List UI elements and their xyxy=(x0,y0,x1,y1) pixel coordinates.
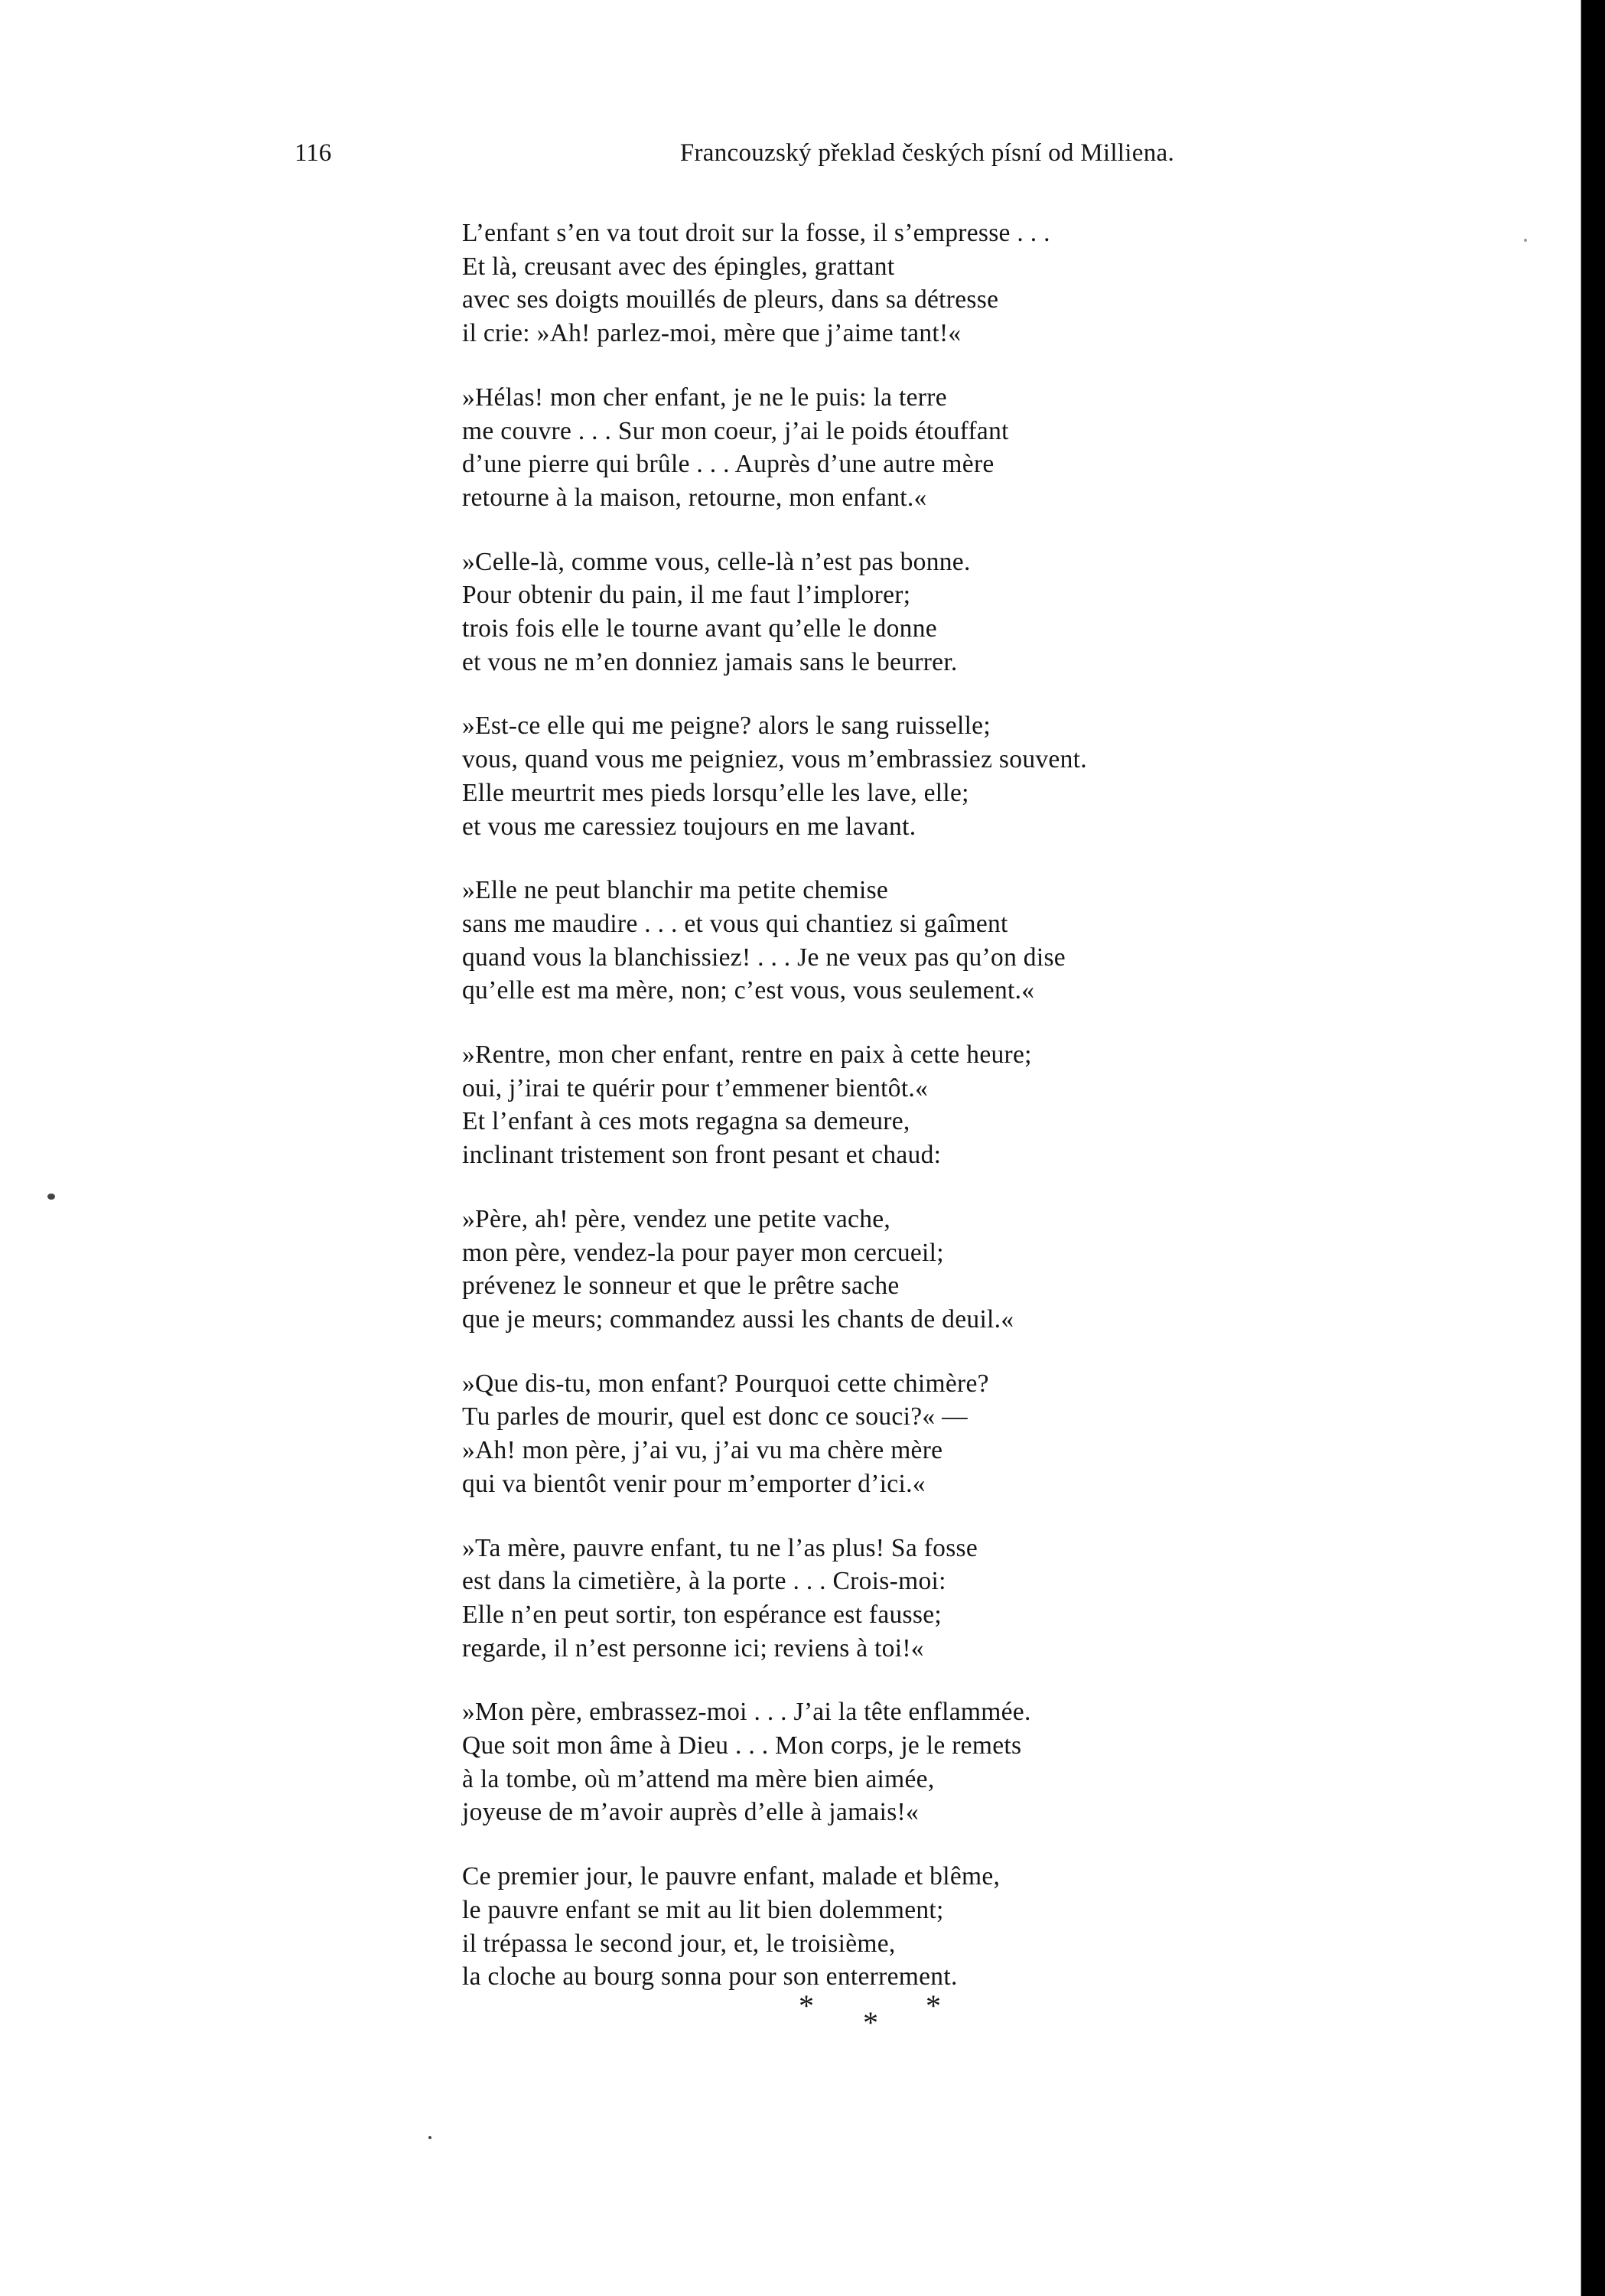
stanza xyxy=(462,217,1288,350)
poem-line: qu’elle est ma mère, non; c’est vous, vous seulement.« xyxy=(462,976,1035,1005)
asterisk: * xyxy=(926,1988,941,2023)
poem-line: Tu parles de mourir, quel est donc ce souci?« — xyxy=(462,1402,968,1431)
stanza xyxy=(462,1203,1288,1337)
stanza xyxy=(462,1038,1288,1172)
poem-line: inclinant tristement son front pesant et chaud: xyxy=(462,1141,942,1170)
poem-line: »Mon père, embrassez-moi . . . J’ai la tête enflammée. xyxy=(462,1698,1031,1727)
poem-line: »Père, ah! père, vendez une petite vache, xyxy=(462,1204,891,1233)
poem-line: Ce premier jour, le pauvre enfant, malade et blême, xyxy=(462,1862,1001,1891)
poem-line: »Ah! mon père, j’ai vu, j’ai vu ma chère mère xyxy=(462,1436,943,1465)
poem-line: et vous me caressiez toujours en me lavant. xyxy=(462,812,916,841)
poem-line: Que soit mon âme à Dieu . . . Mon corps, je le remets xyxy=(462,1731,1022,1760)
poem-line: mon père, vendez-la pour payer mon cercueil; xyxy=(462,1238,944,1267)
poem-line: Pour obtenir du pain, il me faut l’implorer; xyxy=(462,581,911,610)
poem-line: »Elle ne peut blanchir ma petite chemise xyxy=(462,876,889,905)
running-title: Francouzský překlad českých písní od Milliena. xyxy=(679,139,1174,167)
poem-line: est dans la cimetière, à la porte . . . Crois-moi: xyxy=(462,1567,946,1596)
poem-line: prévenez le sonneur et que le prêtre sache xyxy=(462,1272,900,1301)
poem-line: trois fois elle le tourne avant qu’elle le donne xyxy=(462,614,937,643)
poem xyxy=(462,217,1288,2024)
poem-line: d’une pierre qui brûle . . . Auprès d’une autre mère xyxy=(462,450,995,479)
page-header xyxy=(295,135,1174,181)
poem-line: que je meurs; commandez aussi les chants de deuil.« xyxy=(462,1304,1014,1334)
scan-speck xyxy=(428,2136,431,2139)
poem-line: avec ses doigts mouillés de pleurs, dans sa détresse xyxy=(462,285,999,314)
poem-line: quand vous la blanchissiez! . . . Je ne veux pas qu’on dise xyxy=(462,943,1066,972)
poem-line: Et l’enfant à ces mots regagna sa demeure, xyxy=(462,1107,910,1136)
poem-line: oui, j’irai te quérir pour t’emmener bientôt.« xyxy=(462,1073,929,1102)
poem-line: »Celle-là, comme vous, celle-là n’est pas bonne. xyxy=(462,547,971,576)
poem-line: à la tombe, où m’attend ma mère bien aimée, xyxy=(462,1764,935,1793)
poem-line: et vous ne m’en donniez jamais sans le beurrer. xyxy=(462,647,958,676)
poem-line: »Hélas! mon cher enfant, je ne le puis: la terre xyxy=(462,383,947,412)
stanza xyxy=(462,874,1288,1008)
poem-line: le pauvre enfant se mit au lit bien dolemment; xyxy=(462,1895,944,1924)
stanza xyxy=(462,1532,1288,1666)
stanza xyxy=(462,1695,1288,1829)
scan-speck xyxy=(1524,239,1527,242)
poem-line: »Est-ce elle qui me peigne? alors le sang ruisselle; xyxy=(462,712,991,741)
poem-line: la cloche au bourg sonna pour son enterrement. xyxy=(462,1962,958,1991)
poem-line: Elle n’en peut sortir, ton espérance est fausse; xyxy=(462,1600,942,1629)
poem-line: qui va bientôt venir pour m’emporter d’ici.« xyxy=(462,1469,926,1498)
poem-line: »Que dis-tu, mon enfant? Pourquoi cette chimère? xyxy=(462,1369,989,1398)
page-number: 116 xyxy=(295,139,332,167)
stanza xyxy=(462,1367,1288,1501)
poem-line: sans me maudire . . . et vous qui chantiez si gaîment xyxy=(462,909,1008,938)
poem-line: »Ta mère, pauvre enfant, tu ne l’as plus! Sa fosse xyxy=(462,1533,978,1562)
stanza xyxy=(462,381,1288,515)
scan-speck xyxy=(47,1194,55,1200)
poem-line: »Rentre, mon cher enfant, rentre en paix à cette heure; xyxy=(462,1041,1032,1070)
asterisk: * xyxy=(863,2005,878,2040)
asterisk: * xyxy=(799,1988,814,2023)
poem-line: il trépassa le second jour, et, le troisième, xyxy=(462,1929,896,1958)
poem-line: L’enfant s’en va tout droit sur la fosse, il s’empresse . . . xyxy=(462,219,1050,247)
poem-line: retourne à la maison, retourne, mon enfant.« xyxy=(462,483,927,512)
stanza xyxy=(462,709,1288,843)
poem-line: Et là, creusant avec des épingles, grattant xyxy=(462,252,895,281)
stanza xyxy=(462,546,1288,679)
poem-line: regarde, il n’est personne ici; reviens à toi!« xyxy=(462,1633,924,1663)
poem-line: joyeuse de m’avoir auprès d’elle à jamais!« xyxy=(462,1798,920,1827)
poem-line: il crie: »Ah! parlez-moi, mère que j’aime tant!« xyxy=(462,319,962,348)
poem-line: vous, quand vous me peigniez, vous m’embrassiez souvent. xyxy=(462,745,1087,774)
stanza xyxy=(462,1860,1288,1994)
poem-line: me couvre . . . Sur mon coeur, j’ai le poids étouffant xyxy=(462,416,1009,445)
asterism-divider xyxy=(788,1988,956,2049)
poem-line: Elle meurtrit mes pieds lorsqu’elle les lave, elle; xyxy=(462,778,969,807)
